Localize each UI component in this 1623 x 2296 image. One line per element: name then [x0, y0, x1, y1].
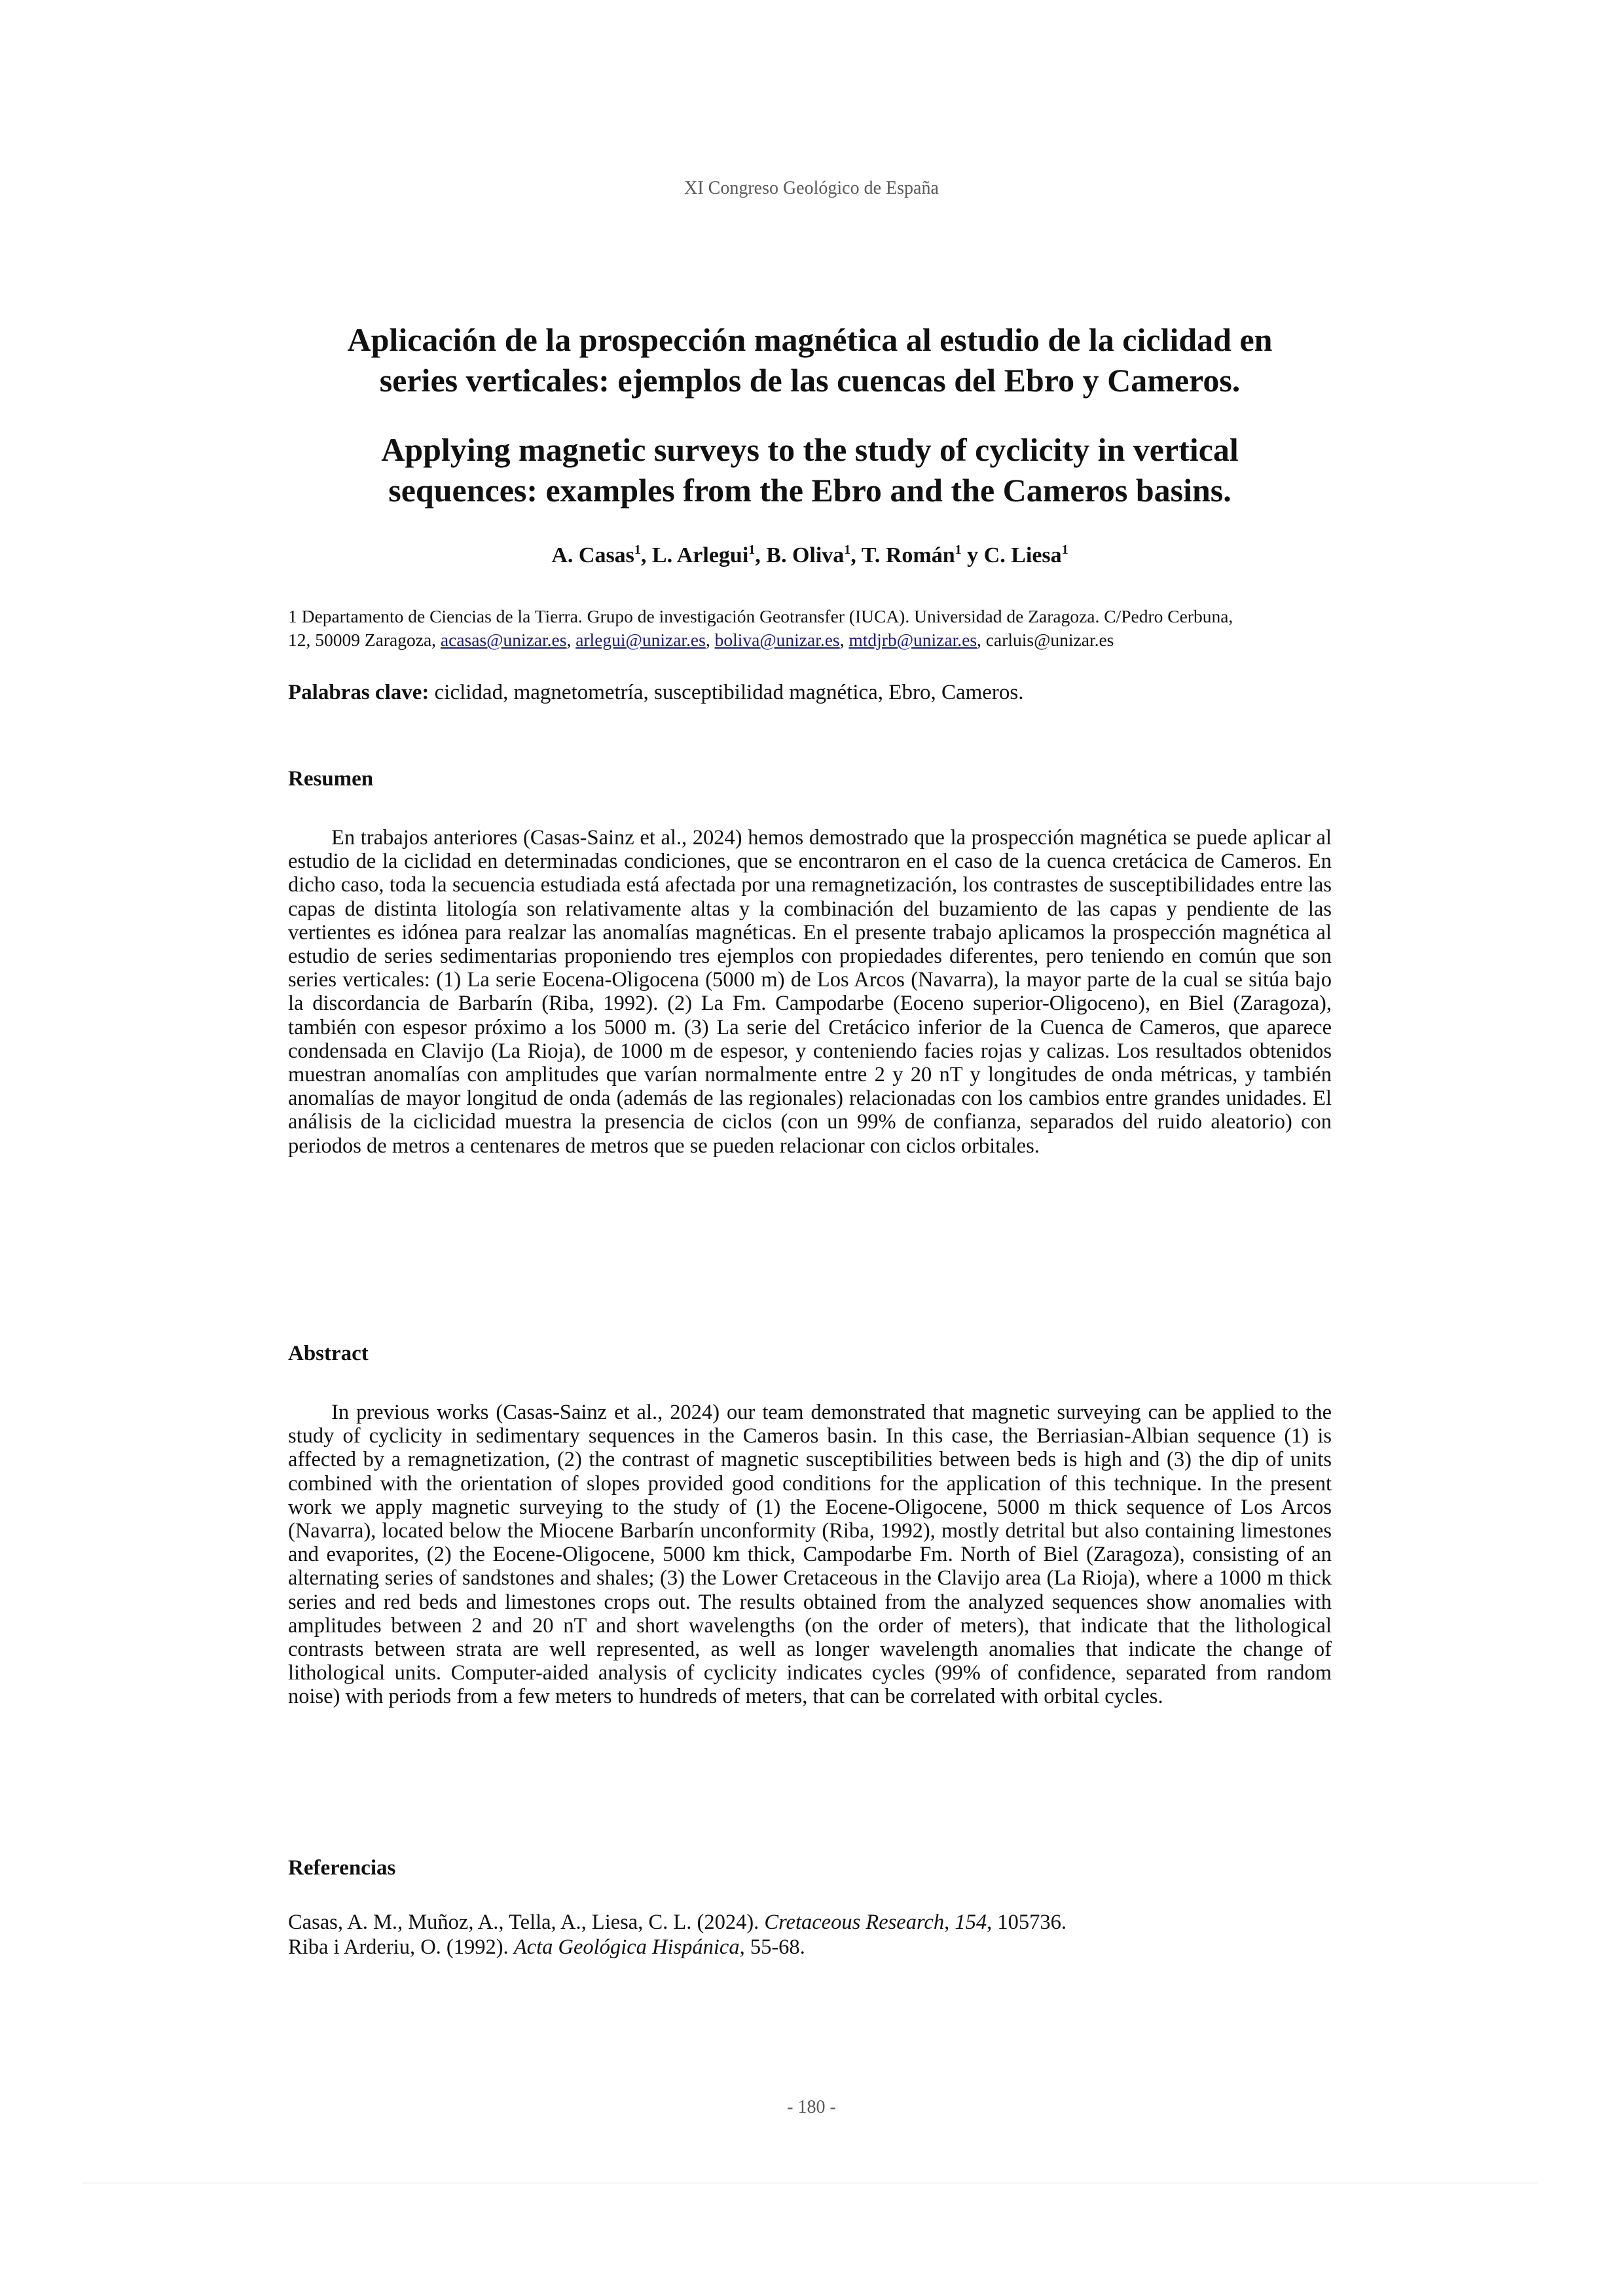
affiliation-line-2 — [288, 628, 1332, 652]
abstract-paragraph: In previous works (Casas-Sainz et al., 2024) our team demonstrated that magnetic surveying can be applied to the study of cyclicity in sedimentary sequences in the Cameros basin. In this case, the Berriasian-Albian sequence (1) is affected by a remagnetization, (2) the contrast of magnetic susceptibilities between beds is high and (3) the dip of units combined with the orientation of slopes provided good conditions for the application of this technique. In the present work we apply magnetic surveying to the study of (1) the Eocene-Oligocene, 5000 m thick sequence of Los Arcos (Navarra), located below the Miocene Barbarín unconformity (Riba, 1992), mostly detrital but also containing limestones and evaporites, (2) the Eocene-Oligocene, 5000 km thick, Campodarbe Fm. North of Biel (Zaragoza), consisting of an alternating series of sandstones and shales; (3) the Lower Cretaceous in the Clavijo area (La Rioja), where a 1000 m thick series and red beds and limestones crops out. The results obtained from the analyzed sequences show anomalies with amplitudes between 2 and 20 nT and short wavelengths (on the order of meters), that indicate that the lithological contrasts between strata are well represented, as well as longer wavelength anomalies that indicate the change of lithological units. Computer-aided analysis of cyclicity indicates cycles (99% of confidence, separated from random noise) with periods from a few meters to hundreds of meters, that can be correlated with orbital cycles. — [288, 1401, 1332, 1709]
author-name: B. Oliva — [766, 543, 845, 567]
resumen-heading: Resumen — [288, 767, 374, 791]
affiliation — [288, 605, 1332, 652]
author-name: T. Román — [861, 543, 955, 567]
title-es-line-1: Aplicación de la prospección magnética al estudio de la ciclidad en — [347, 321, 1273, 358]
affiliation-mark: 1 — [634, 543, 641, 557]
separator: , — [944, 1910, 955, 1934]
reference-pages: , 105736. — [987, 1910, 1067, 1934]
title-es-line-2: series verticales: ejemplos de las cuencas del Ebro y Cameros. — [379, 362, 1241, 399]
author — [551, 543, 652, 567]
email-link-boliva[interactable]: boliva@unizar.es — [714, 630, 840, 650]
affiliation-mark: 1 — [1061, 543, 1068, 557]
keywords-text: ciclidad, magnetometría, susceptibilidad magnética, Ebro, Cameros. — [429, 681, 1024, 704]
resumen-paragraph: En trabajos anteriores (Casas-Sainz et al., 2024) hemos demostrado que la prospección magnética se puede aplicar al estudio de la ciclidad en determinadas condiciones, que se encontraron en el caso de la cuenca cretácica de Cameros. En dicho caso, toda la secuencia estudiada está afectada por una remagnetización, los contrastes de susceptibilidades entre las capas de distinta litología son relativamente altas y la combinación del buzamiento de las capas y pendiente de las vertientes es idónea para realzar las anomalías magnéticas. En el presente trabajo aplicamos la prospección magnética al estudio de series sedimentarias proponiendo tres ejemplos con propiedades diferentes, pero teniendo en común que son series verticales: (1) La serie Eocena-Oligocena (5000 m) de Los Arcos (Navarra), la mayor parte de la cual se sitúa bajo la discordancia de Barbarín (Riba, 1992). (2) La Fm. Campodarbe (Eoceno superior-Oligoceno), en Biel (Zaragoza), también con espesor próximo a los 5000 m. (3) La serie del Cretácico inferior de la Cuenca de Cameros, que aparece condensada en Clavijo (La Rioja), de 1000 m de espesor, y conteniendo facies rojas y calizas. Los resultados obtenidos muestran anomalías con amplitudes que varían normalmente entre 2 y 20 nT y longitudes de onda métricas, y también anomalías de mayor longitud de onda (además de las regionales) relacionadas con los cambios entre grandes unidades. El análisis de la ciclicidad muestra la presencia de ciclos (con un 99% de confianza, separados del ruido aleatorio) con periodos de metros a centenares de metros que se pueden relacionar con ciclos orbitales. — [288, 826, 1332, 1158]
reference-volume: 154 — [955, 1910, 987, 1934]
author-list — [288, 543, 1332, 568]
author-name: C. Liesa — [983, 543, 1062, 567]
separator: , — [566, 630, 576, 650]
reference-item — [288, 1935, 1332, 1960]
reference-authors: Riba i Arderiu, O. (1992). — [288, 1935, 514, 1959]
email-link-acasas[interactable]: acasas@unizar.es — [440, 630, 567, 650]
reference-item — [288, 1910, 1332, 1935]
title-english — [288, 429, 1332, 511]
author — [652, 543, 766, 567]
keywords — [288, 681, 1332, 705]
author-separator: , — [850, 543, 862, 567]
affiliation-line-1: 1 Departamento de Ciencias de la Tierra. Grupo de investigación Geotransfer (IUCA). Universidad de Zaragoza. C/Pedro Cerbuna, — [288, 606, 1233, 626]
reference-journal: Acta Geológica Hispánica — [513, 1935, 740, 1959]
title-spanish — [288, 319, 1332, 401]
affiliation-mark: 1 — [748, 543, 756, 557]
affiliation-mark: 1 — [955, 543, 962, 557]
running-header: XI Congreso Geológico de España — [684, 178, 939, 198]
reference-list — [288, 1910, 1332, 1960]
abstract-heading: Abstract — [288, 1342, 369, 1365]
affiliation-address: 12, 50009 Zaragoza, — [288, 630, 441, 650]
separator: , — [839, 630, 849, 650]
title-en-line-2: sequences: examples from the Ebro and the Cameros basins. — [388, 472, 1231, 509]
reference-pages: , 55-68. — [739, 1935, 805, 1959]
email-link-arlegui[interactable]: arlegui@unizar.es — [575, 630, 706, 650]
author-separator: , — [640, 543, 652, 567]
footer-divider — [82, 2182, 1537, 2184]
reference-journal: Cretaceous Research — [764, 1910, 945, 1934]
page-number: - 180 - — [787, 2097, 836, 2117]
reference-authors: Casas, A. M., Muñoz, A., Tella, A., Liesa, C. L. (2024). — [288, 1910, 765, 1934]
keywords-label: Palabras clave: — [288, 681, 429, 704]
affiliation-mark: 1 — [844, 543, 851, 557]
title-en-line-1: Applying magnetic surveys to the study of cyclicity in vertical — [381, 431, 1239, 468]
author-separator: y — [961, 543, 984, 567]
author — [766, 543, 861, 567]
author — [862, 543, 984, 567]
author-name: L. Arlegui — [651, 543, 749, 567]
email-link-mtdjrb[interactable]: mtdjrb@unizar.es — [848, 630, 977, 650]
author-name: A. Casas — [551, 543, 634, 567]
author-separator: , — [755, 543, 767, 567]
separator: , — [977, 630, 986, 650]
separator: , — [705, 630, 715, 650]
email-carluis: carluis@unizar.es — [985, 630, 1114, 650]
references-heading: Referencias — [288, 1856, 396, 1880]
author — [984, 543, 1068, 567]
